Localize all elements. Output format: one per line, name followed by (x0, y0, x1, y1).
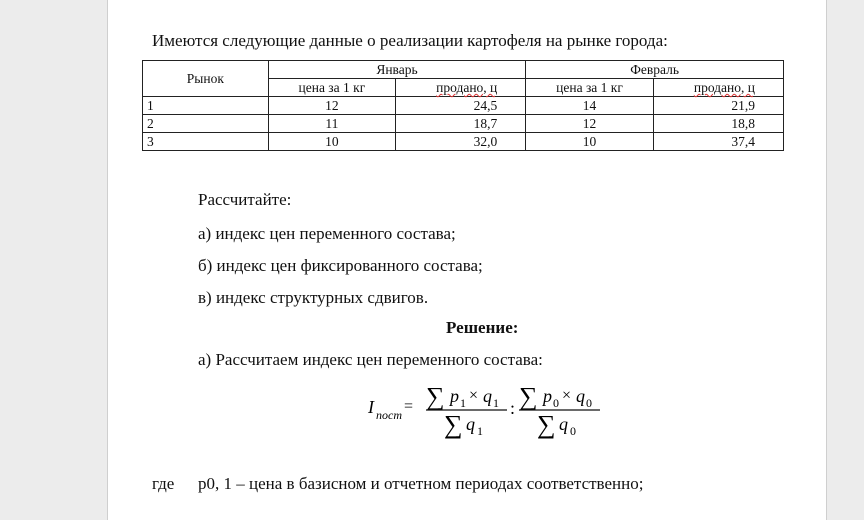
formula-term: p (543, 386, 552, 406)
subheader-price-feb: цена за 1 кг (526, 79, 653, 97)
price-feb-cell: 12 (526, 115, 653, 133)
task-b: б) индекс цен фиксированного состава; (198, 256, 483, 275)
task-c: в) индекс структурных сдвигов. (198, 288, 429, 307)
formula-svg (366, 380, 626, 440)
formula-term: 1 (493, 396, 499, 410)
price-feb-cell: 14 (526, 97, 653, 115)
sold-feb-cell: 18,8 (653, 115, 783, 133)
sold-jan-cell: 32,0 (396, 133, 526, 151)
formula-term: 0 (586, 396, 592, 410)
market-cell: 1 (143, 97, 269, 115)
sold-jan-cell: 24,5 (396, 97, 526, 115)
table-row (143, 133, 784, 151)
subheader-sold-feb-text: продано, ц (693, 80, 755, 95)
variable-composition-price-index-formula (366, 380, 626, 440)
subheader-price-jan: цена за 1 кг (268, 79, 395, 97)
month-header-february: Февраль (526, 61, 784, 79)
price-jan-cell: 12 (268, 97, 395, 115)
formula-term: 1 (460, 396, 466, 410)
formula-term: 0 (553, 396, 559, 410)
formula-times: × (562, 387, 572, 404)
formula-term: q (466, 414, 475, 434)
where-definition: p0, 1 – цена в базисном и отчетном периодах соответственно; (198, 474, 644, 493)
formula-term: q (559, 414, 568, 434)
market-cell: 2 (143, 115, 269, 133)
formula-index-symbol: I (368, 397, 374, 417)
formula-times: × (469, 387, 479, 404)
price-jan-cell: 10 (268, 133, 395, 151)
table-row (143, 97, 784, 115)
price-feb-cell: 10 (526, 133, 653, 151)
calculate-heading: Рассчитайте: (198, 190, 292, 209)
price-jan-cell: 11 (268, 115, 395, 133)
potato-sales-table (142, 60, 784, 151)
formula-term: p (450, 386, 459, 406)
task-a: а) индекс цен переменного состава; (198, 224, 456, 243)
subheader-sold-feb (653, 79, 783, 97)
formula-equals: = (404, 398, 414, 415)
intro-text: Имеются следующие данные о реализации картофеля на рынке города: (152, 31, 668, 50)
where-label: где (152, 474, 175, 493)
solution-heading: Решение: (446, 318, 519, 337)
formula-index-subscript: пост (376, 408, 402, 422)
formula-term: 0 (570, 424, 576, 438)
sold-feb-cell: 21,9 (653, 97, 783, 115)
formula-term: 1 (477, 424, 483, 438)
formula-sum-symbol: ∑ (426, 382, 445, 411)
formula-divide: : (510, 398, 516, 418)
table-header-row (143, 61, 784, 79)
formula-sum-symbol: ∑ (444, 410, 463, 439)
market-cell: 3 (143, 133, 269, 151)
sold-feb-cell: 37,4 (653, 133, 783, 151)
market-header-cell: Рынок (143, 61, 269, 97)
formula-sum-symbol: ∑ (519, 382, 538, 411)
sold-jan-cell: 18,7 (396, 115, 526, 133)
document-page (107, 0, 827, 520)
step-a-text: а) Рассчитаем индекс цен переменного состава: (198, 350, 543, 369)
subheader-sold-jan (396, 79, 526, 97)
month-header-january: Январь (268, 61, 526, 79)
subheader-sold-jan-text: продано, ц (436, 80, 498, 95)
formula-sum-symbol: ∑ (537, 410, 556, 439)
table-row (143, 115, 784, 133)
formula-term: q (483, 386, 492, 406)
formula-term: q (576, 386, 585, 406)
